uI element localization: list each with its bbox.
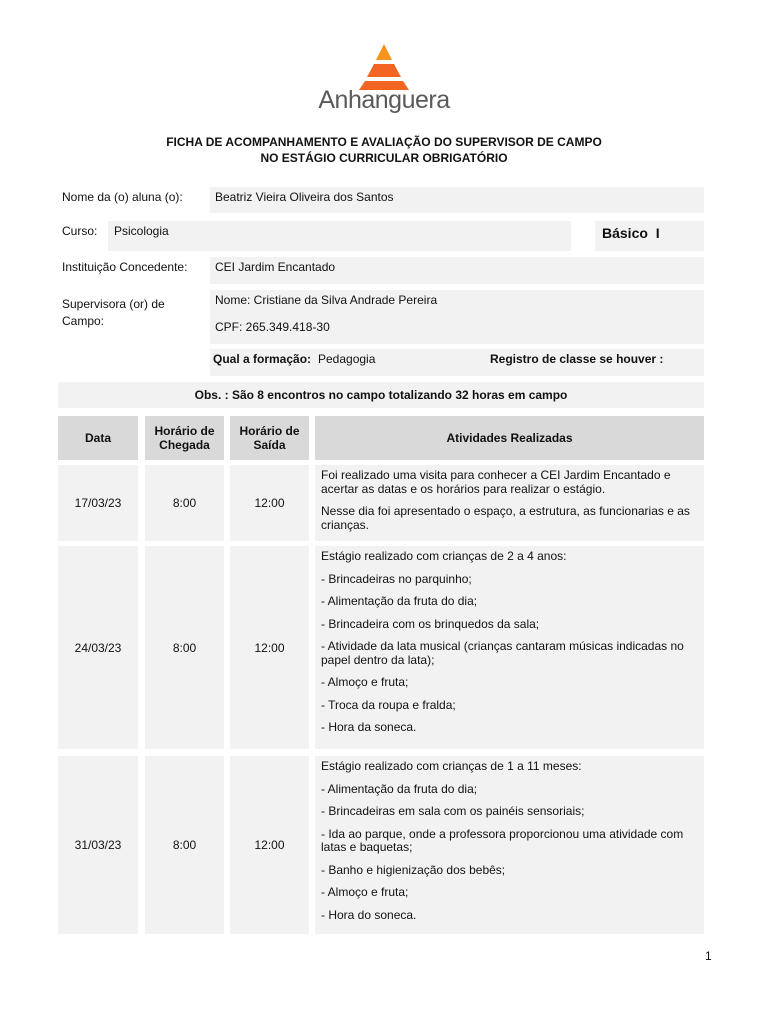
- row-2-arrival-value: 8:00: [172, 640, 197, 655]
- table-row-1-date: [58, 465, 138, 541]
- supervisor-cpf: CPF: 265.349.418-30: [215, 320, 330, 334]
- row-1-departure-value: 12:00: [254, 496, 285, 510]
- table-row-1-activities: [315, 465, 704, 541]
- supervisor-field: [210, 290, 704, 344]
- row-2-activity-3: - Alimentação da fruta do dia;: [321, 594, 478, 608]
- course-value: Psicologia: [114, 224, 169, 238]
- level-value: Básico I: [602, 225, 660, 241]
- anhanguera-logo-icon: [359, 44, 409, 90]
- table-row-2-arrival: [145, 546, 224, 749]
- table-row-3-arrival: [145, 756, 224, 934]
- table-row-1-arrival: [145, 465, 224, 541]
- table-row-2-departure: [230, 546, 309, 749]
- row-3-arrival-value: 8:00: [172, 838, 197, 852]
- row-2-activity-6: - Almoço e fruta;: [321, 675, 409, 689]
- row-3-activity-6: - Almoço e fruta;: [321, 885, 409, 899]
- anhanguera-logo: [0, 40, 768, 120]
- row-3-departure-value: 12:00: [254, 838, 285, 852]
- observation-banner: [58, 382, 704, 408]
- document-title-line-2: NO ESTÁGIO CURRICULAR OBRIGATÓRIO: [260, 151, 508, 165]
- row-1-activity-1: Foi realizado uma visita para conhecer a CEI Jardim Encantado e acertar as datas e os horários para realizar o estágio.: [321, 468, 671, 496]
- registration-label: Registro de classe se houver :: [490, 352, 664, 366]
- row-3-activity-7: - Hora do soneca.: [321, 907, 417, 922]
- table-row-3-departure: [230, 756, 309, 934]
- row-3-activity-5: - Banho e higienização dos bebês;: [321, 862, 506, 877]
- institution-field: [210, 257, 704, 284]
- logo-text: Anhanguera: [318, 86, 450, 114]
- table-row-2-date: [58, 546, 138, 749]
- row-2-activity-1: Estágio realizado com crianças de 2 a 4 anos:: [321, 549, 567, 563]
- course-field: [108, 221, 571, 251]
- header-departure-line-1: Horário de: [239, 424, 300, 438]
- student-name-label: Nome da (o) aluna (o):: [62, 190, 183, 204]
- level-field: [595, 221, 704, 251]
- row-2-activity-4: - Brincadeira com os brinquedos da sala;: [321, 616, 540, 631]
- header-departure: [230, 416, 309, 460]
- table-row-2-activities: [315, 546, 704, 749]
- row-2-activity-5: - Atividade da lata musical (crianças cantaram músicas indicadas no papel dentro da lata);: [321, 639, 684, 667]
- formation-field: [210, 349, 704, 376]
- supervisor-name: Nome: Cristiane da Silva Andrade Pereira: [215, 293, 438, 307]
- row-3-date-value: 31/03/23: [74, 838, 122, 852]
- row-3-activity-2: - Alimentação da fruta do dia;: [321, 781, 478, 796]
- row-3-activity-4: - Ida ao parque, onde a professora proporcionou uma atividade com latas e baquetas;: [321, 826, 684, 854]
- header-departure-line-2: Saída: [253, 438, 286, 452]
- document-title-line-1: FICHA DE ACOMPANHAMENTO E AVALIAÇÃO DO SUPERVISOR DE CAMPO: [166, 135, 602, 149]
- row-2-activity-2: - Brincadeiras no parquinho;: [321, 571, 472, 586]
- header-activities-label: Atividades Realizadas: [446, 431, 573, 445]
- header-arrival: [145, 416, 224, 460]
- row-1-arrival-value: 8:00: [172, 496, 197, 510]
- supervisor-label-line-1: Supervisora (or) de: [62, 297, 165, 311]
- row-2-date-value: 24/03/23: [74, 640, 122, 655]
- row-2-departure-value: 12:00: [254, 640, 285, 655]
- institution-value: CEI Jardim Encantado: [215, 260, 336, 274]
- observation-text: Obs. : São 8 encontros no campo totalizando 32 horas em campo: [194, 388, 568, 402]
- table-row-3-date: [58, 756, 138, 934]
- table-row-1-departure: [230, 465, 309, 541]
- header-arrival-line-1: Horário de: [154, 424, 215, 438]
- page-number: 1: [705, 949, 712, 963]
- row-2-activity-7: - Troca da roupa e fralda;: [321, 697, 456, 712]
- supervisor-label-line-2: Campo:: [62, 314, 105, 328]
- header-date: [58, 416, 138, 460]
- student-name-value: Beatriz Vieira Oliveira dos Santos: [215, 190, 394, 204]
- student-name-field: [210, 187, 704, 213]
- row-3-activity-1: Estágio realizado com crianças de 1 a 11 meses:: [321, 759, 582, 773]
- formation-label: Qual a formação:: [213, 352, 312, 366]
- table-row-3-activities: [315, 756, 704, 934]
- institution-label: Instituição Concedente:: [62, 260, 188, 274]
- header-arrival-line-2: Chegada: [159, 438, 210, 452]
- header-date-label: Data: [84, 431, 111, 445]
- row-3-activity-3: - Brincadeiras em sala com os painéis sensoriais;: [321, 804, 585, 818]
- row-2-activity-8: - Hora da soneca.: [321, 720, 417, 734]
- course-label: Curso:: [62, 224, 98, 238]
- formation-value: Pedagogia: [318, 352, 376, 366]
- header-activities: [315, 416, 704, 460]
- row-1-activity-2: Nesse dia foi apresentado o espaço, a estrutura, as funcionarias e as crianças.: [321, 504, 690, 532]
- row-1-date-value: 17/03/23: [74, 496, 122, 510]
